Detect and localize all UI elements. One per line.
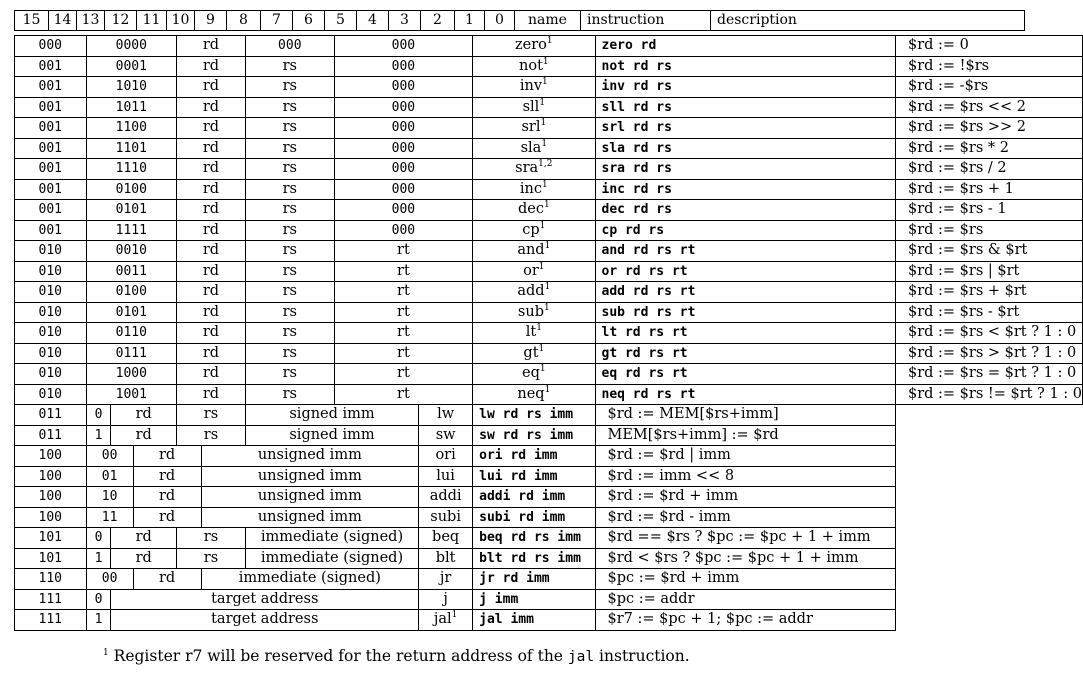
bit-label: 1 <box>455 11 485 31</box>
instruction-description: $rd := $rs = $rt ? 1 : 0 <box>895 364 1082 385</box>
instruction-syntax: dec rd rs <box>595 200 895 221</box>
rs-field: rs <box>245 241 334 262</box>
opcode-bits: 001 <box>15 138 87 159</box>
rt-field: rt <box>334 261 473 282</box>
rd-field: rd <box>177 323 246 344</box>
instruction-description: $rd == $rs ? $pc := $pc + 1 + imm <box>595 528 895 549</box>
mnemonic-name: subi <box>419 507 473 528</box>
instruction-syntax: sw rd rs imm <box>473 425 595 446</box>
bit-label: 10 <box>167 11 195 31</box>
rt-field: rt <box>334 282 473 303</box>
superscript-note: 1 <box>538 261 545 272</box>
opcode-bits: 010 <box>15 302 87 323</box>
instruction-syntax: neq rd rs rt <box>595 384 895 405</box>
opcode-bits: 010 <box>15 261 87 282</box>
rs-field: rs <box>245 200 334 221</box>
rd-field: rd <box>111 425 177 446</box>
instruction-description: $rd := $rs / 2 <box>895 159 1082 180</box>
instruction-syntax: cp rd rs <box>595 220 895 241</box>
rt-field: rt <box>334 323 473 344</box>
instruction-description: $rd := $rs + 1 <box>895 179 1082 200</box>
mnemonic-name: ori <box>419 446 473 467</box>
instruction-syntax: gt rd rs rt <box>595 343 895 364</box>
signed-immediate-field: immediate (signed) <box>245 548 418 569</box>
instruction-syntax: blt rd rs imm <box>473 548 595 569</box>
opcode-bits: 011 <box>15 425 87 446</box>
target-address-field: target address <box>111 589 419 610</box>
rs-field: rs <box>245 97 334 118</box>
mnemonic-name: srl$^1$ <box>473 118 595 139</box>
opcode-bits: 101 <box>15 528 87 549</box>
table-row <box>15 589 1083 610</box>
opcode-bits: 001 <box>15 179 87 200</box>
unsigned-imm-field: unsigned imm <box>201 507 418 528</box>
mode-bit: 0 <box>86 405 111 426</box>
footnote-marker: 1 <box>103 648 109 658</box>
mode-bit: 0 <box>86 528 111 549</box>
rd-field: rd <box>177 364 246 385</box>
instruction-description: $rd := $rs != $rt ? 1 : 0 <box>895 384 1082 405</box>
superscript-note: 1 <box>544 282 551 293</box>
instruction-syntax: add rd rs rt <box>595 282 895 303</box>
footnote-text: Register r7 will be reserved for the return address of the <box>113 647 568 665</box>
rd-field: rd <box>177 384 246 405</box>
instruction-description: $r7 := $pc + 1; $pc := addr <box>595 610 895 631</box>
instruction-column-header: instruction <box>581 11 711 31</box>
rd-field: rd <box>111 548 177 569</box>
table-row <box>15 56 1083 77</box>
opcode-bits: 001 <box>15 77 87 98</box>
table-row <box>15 118 1083 139</box>
bit-label: 8 <box>227 11 261 31</box>
instruction-syntax: sub rd rs rt <box>595 302 895 323</box>
instruction-description: $rd := $rs < $rt ? 1 : 0 <box>895 323 1082 344</box>
rt-field: rt <box>334 241 473 262</box>
table-row <box>15 36 1083 57</box>
opcode-bits: 001 <box>15 97 87 118</box>
function-bits: 1000 <box>86 364 176 385</box>
mnemonic-name: addi <box>419 487 473 508</box>
superscript-note: 1 <box>538 343 545 354</box>
superscript-note: 1 <box>544 241 551 252</box>
bit-label: 7 <box>261 11 293 31</box>
instruction-syntax: not rd rs <box>595 56 895 77</box>
function-bits: 1111 <box>86 220 176 241</box>
rd-field: rd <box>177 282 246 303</box>
superscript-note: 1 <box>536 323 542 334</box>
rd-field: rd <box>177 302 246 323</box>
function-bits: 0001 <box>86 56 176 77</box>
opcode-bits: 011 <box>15 405 87 426</box>
rd-field: rd <box>133 466 201 487</box>
mnemonic-name: add$^1$ <box>473 282 595 303</box>
instruction-syntax: jal imm <box>473 610 595 631</box>
instruction-table <box>14 35 1083 631</box>
function-bits: 0101 <box>86 302 176 323</box>
rd-field: rd <box>177 159 246 180</box>
mnemonic-name: lw <box>419 405 473 426</box>
mode-bits: 00 <box>86 446 133 467</box>
bit-label: 4 <box>357 11 389 31</box>
table-row <box>15 528 1083 549</box>
bit-label: 9 <box>195 11 227 31</box>
mode-bits: 10 <box>86 487 133 508</box>
table-row <box>15 548 1083 569</box>
rt-field: 000 <box>334 118 473 139</box>
table-row <box>15 364 1083 385</box>
function-bits: 1100 <box>86 118 176 139</box>
bit-label: 6 <box>293 11 325 31</box>
table-row <box>15 610 1083 631</box>
bit-label: 15 <box>15 11 49 31</box>
instruction-description: $rd := $rs - 1 <box>895 200 1082 221</box>
instruction-description: $rd := MEM[$rs+imm] <box>595 405 895 426</box>
rd-field: rd <box>177 241 246 262</box>
opcode-bits: 001 <box>15 118 87 139</box>
opcode-bits: 010 <box>15 384 87 405</box>
rd-field: rd <box>177 179 246 200</box>
function-bits: 0110 <box>86 323 176 344</box>
table-row <box>15 220 1083 241</box>
instruction-syntax: inc rd rs <box>595 179 895 200</box>
superscript-note: 1 <box>540 118 547 129</box>
rt-field: rt <box>334 302 473 323</box>
mnemonic-name: $eq^1$ <box>473 364 595 385</box>
instruction-description: $rd < $rs ? $pc := $pc + 1 + imm <box>595 548 895 569</box>
superscript-note: 1 <box>542 179 548 190</box>
rs-field: rs <box>245 343 334 364</box>
name-column-header: name <box>515 11 581 31</box>
instruction-syntax: addi rd imm <box>473 487 595 508</box>
mnemonic-name: $lt^1$ <box>473 323 595 344</box>
opcode-bits: 010 <box>15 364 87 385</box>
rt-field: rt <box>334 343 473 364</box>
mnemonic-name: $gt^1$ <box>473 343 595 364</box>
table-row <box>15 405 1083 426</box>
superscript-note: 1 <box>542 77 548 88</box>
mnemonic-name: zero$^1$ <box>473 36 595 57</box>
instruction-description: MEM[$rs+imm] := $rd <box>595 425 895 446</box>
function-bits: 0011 <box>86 261 176 282</box>
table-row <box>15 241 1083 262</box>
rs-field: rs <box>177 528 246 549</box>
table-row <box>15 343 1083 364</box>
instruction-syntax: srl rd rs <box>595 118 895 139</box>
table-row <box>15 179 1083 200</box>
rd-field: rd <box>177 56 246 77</box>
instruction-syntax: sla rd rs <box>595 138 895 159</box>
mnemonic-name: sll$^1$ <box>473 97 595 118</box>
rd-field: rd <box>133 487 201 508</box>
rs-field: rs <box>245 77 334 98</box>
opcode-bits: 000 <box>15 36 87 57</box>
bit-label: 5 <box>325 11 357 31</box>
rd-field: rd <box>177 77 246 98</box>
instruction-syntax: jr rd imm <box>473 569 595 590</box>
opcode-bits: 001 <box>15 56 87 77</box>
superscript-note: 1 <box>539 220 546 231</box>
superscript-note: 1 <box>539 364 546 375</box>
mnemonic-name: and$^1$ <box>473 241 595 262</box>
rs-field: rs <box>177 405 246 426</box>
rt-field: 000 <box>334 56 473 77</box>
instruction-description: $rd := $rs + $rt <box>895 282 1082 303</box>
mnemonic-name: beq <box>419 528 473 549</box>
mnemonic-name: jal$^1$ <box>419 610 473 631</box>
table-row <box>15 302 1083 323</box>
function-bits: 0100 <box>86 179 176 200</box>
table-row <box>15 282 1083 303</box>
rs-field: rs <box>245 384 334 405</box>
superscript-note: 1 <box>451 610 458 621</box>
rs-field: rs <box>245 220 334 241</box>
instruction-description: $rd := $rd | imm <box>595 446 895 467</box>
rs-field: rs <box>245 302 334 323</box>
rt-field: 000 <box>334 159 473 180</box>
target-address-field: target address <box>111 610 419 631</box>
footnote-code: jal <box>567 649 595 665</box>
instruction-description: $rd := $rs << 2 <box>895 97 1082 118</box>
opcode-bits: 100 <box>15 446 87 467</box>
opcode-bits: 100 <box>15 466 87 487</box>
mnemonic-name: not$^1$ <box>473 56 595 77</box>
opcode-bits: 110 <box>15 569 87 590</box>
superscript-note: 1,2 <box>538 159 553 170</box>
table-row <box>15 487 1083 508</box>
instruction-description: $rd := !$rs <box>895 56 1082 77</box>
opcode-bits: 010 <box>15 282 87 303</box>
function-bits: 1010 <box>86 77 176 98</box>
mode-bits: 00 <box>86 569 133 590</box>
opcode-bits: 111 <box>15 589 87 610</box>
rd-field: rd <box>177 138 246 159</box>
rt-field: 000 <box>334 36 473 57</box>
table-row <box>15 200 1083 221</box>
rs-field: rs <box>245 159 334 180</box>
superscript-note: 1 <box>543 200 550 211</box>
rs-field: rs <box>245 261 334 282</box>
superscript-note: 1 <box>546 36 553 47</box>
table-row <box>15 446 1083 467</box>
instruction-description: $pc := addr <box>595 589 895 610</box>
instruction-description: $rd := $rd - imm <box>595 507 895 528</box>
instruction-description: $rd := $rs - $rt <box>895 302 1082 323</box>
rd-field: rd <box>177 200 246 221</box>
instruction-description: $pc := $rd + imm <box>595 569 895 590</box>
rd-field: rd <box>177 261 246 282</box>
mnemonic-name: sra$^{1,2}$ <box>473 159 595 180</box>
rt-field: 000 <box>334 77 473 98</box>
rs-field: 000 <box>245 36 334 57</box>
instruction-description: $rd := -$rs <box>895 77 1082 98</box>
instruction-syntax: eq rd rs rt <box>595 364 895 385</box>
superscript-note: 1 <box>544 384 551 395</box>
opcode-bits: 010 <box>15 241 87 262</box>
table-row <box>15 569 1083 590</box>
rd-field: rd <box>111 528 177 549</box>
rs-field: rs <box>245 56 334 77</box>
function-bits: 1011 <box>86 97 176 118</box>
table-row <box>15 507 1083 528</box>
opcode-bits: 100 <box>15 487 87 508</box>
table-row <box>15 466 1083 487</box>
mnemonic-name: dec$^1$ <box>473 200 595 221</box>
description-column-header: description <box>711 11 1025 31</box>
rs-field: rs <box>245 138 334 159</box>
instruction-description: $rd := $rs >> 2 <box>895 118 1082 139</box>
table-row <box>15 261 1083 282</box>
function-bits: 0100 <box>86 282 176 303</box>
instruction-description: $rd := 0 <box>895 36 1082 57</box>
unsigned-imm-field: unsigned imm <box>201 466 418 487</box>
superscript-note: 1 <box>543 302 550 313</box>
footnote <box>103 646 690 667</box>
rt-field: 000 <box>334 138 473 159</box>
mnemonic-name: blt <box>419 548 473 569</box>
instruction-description: $rd := $rs & $rt <box>895 241 1082 262</box>
instruction-syntax: sll rd rs <box>595 97 895 118</box>
mode-bits: 11 <box>86 507 133 528</box>
table-row <box>15 159 1083 180</box>
rs-field: rs <box>245 323 334 344</box>
signed-immediate-field: immediate (signed) <box>245 528 418 549</box>
function-bits: 0010 <box>86 241 176 262</box>
signed-immediate-field: immediate (signed) <box>201 569 418 590</box>
instruction-syntax: zero rd <box>595 36 895 57</box>
function-bits: 0111 <box>86 343 176 364</box>
mnemonic-name: j <box>419 589 473 610</box>
rt-field: 000 <box>334 220 473 241</box>
mnemonic-name: neq$^1$ <box>473 384 595 405</box>
bit-header-row <box>15 11 1025 31</box>
superscript-note: 1 <box>539 97 546 108</box>
mnemonic-name: lui <box>419 466 473 487</box>
bit-label: 11 <box>137 11 167 31</box>
rt-field: rt <box>334 384 473 405</box>
table-row <box>15 77 1083 98</box>
rs-field: rs <box>245 282 334 303</box>
opcode-bits: 001 <box>15 200 87 221</box>
bit-label: 13 <box>77 11 105 31</box>
rd-field: rd <box>177 220 246 241</box>
signed-imm-field: signed imm <box>245 425 418 446</box>
instruction-syntax: ori rd imm <box>473 446 595 467</box>
instruction-description: $rd := $rs > $rt ? 1 : 0 <box>895 343 1082 364</box>
mnemonic-name: sw <box>419 425 473 446</box>
instruction-syntax: lw rd rs imm <box>473 405 595 426</box>
rd-field: rd <box>111 405 177 426</box>
rt-field: 000 <box>334 97 473 118</box>
rs-field: rs <box>177 548 246 569</box>
mnemonic-name: inc$^1$ <box>473 179 595 200</box>
rd-field: rd <box>177 343 246 364</box>
instruction-syntax: inv rd rs <box>595 77 895 98</box>
instruction-description: $rd := $rs <box>895 220 1082 241</box>
rd-field: rd <box>133 569 201 590</box>
instruction-syntax: subi rd imm <box>473 507 595 528</box>
instruction-syntax: beq rd rs imm <box>473 528 595 549</box>
unsigned-imm-field: unsigned imm <box>201 487 418 508</box>
table-row <box>15 97 1083 118</box>
instruction-syntax: lt rd rs rt <box>595 323 895 344</box>
signed-imm-field: signed imm <box>245 405 418 426</box>
bit-label: 2 <box>421 11 455 31</box>
instruction-syntax: sra rd rs <box>595 159 895 180</box>
unsigned-imm-field: unsigned imm <box>201 446 418 467</box>
mnemonic-name: $cp^1$ <box>473 220 595 241</box>
table-row <box>15 384 1083 405</box>
table-row <box>15 425 1083 446</box>
mnemonic-name: sla$^1$ <box>473 138 595 159</box>
rd-field: rd <box>177 118 246 139</box>
instruction-syntax: j imm <box>473 589 595 610</box>
function-bits: 0000 <box>86 36 176 57</box>
mode-bit: 0 <box>86 589 111 610</box>
rt-field: rt <box>334 364 473 385</box>
superscript-note: 1 <box>542 56 549 67</box>
function-bits: 1001 <box>86 384 176 405</box>
function-bits: 0101 <box>86 200 176 221</box>
table-row <box>15 138 1083 159</box>
rd-field: rd <box>133 507 201 528</box>
opcode-bits: 001 <box>15 220 87 241</box>
rt-field: 000 <box>334 200 473 221</box>
rd-field: rd <box>133 446 201 467</box>
mode-bit: 1 <box>86 425 111 446</box>
mnemonic-name: jr <box>419 569 473 590</box>
mode-bit: 1 <box>86 548 111 569</box>
instruction-syntax: lui rd imm <box>473 466 595 487</box>
superscript-note: 1 <box>541 138 548 149</box>
bit-label: 14 <box>49 11 77 31</box>
function-bits: 1101 <box>86 138 176 159</box>
function-bits: 1110 <box>86 159 176 180</box>
instruction-description: $rd := $rd + imm <box>595 487 895 508</box>
rs-field: rs <box>177 425 246 446</box>
rs-field: rs <box>245 364 334 385</box>
instruction-description: $rd := imm << 8 <box>595 466 895 487</box>
instruction-description: $rd := $rs | $rt <box>895 261 1082 282</box>
bit-header-table <box>14 10 1025 31</box>
opcode-bits: 001 <box>15 159 87 180</box>
rt-field: 000 <box>334 179 473 200</box>
opcode-bits: 100 <box>15 507 87 528</box>
table-row <box>15 323 1083 344</box>
mode-bits: 01 <box>86 466 133 487</box>
instruction-description: $rd := $rs * 2 <box>895 138 1082 159</box>
footnote-text-end: instruction. <box>594 647 690 665</box>
opcode-bits: 101 <box>15 548 87 569</box>
mnemonic-name: sub$^1$ <box>473 302 595 323</box>
instruction-syntax: or rd rs rt <box>595 261 895 282</box>
mnemonic-name: $or^1$ <box>473 261 595 282</box>
opcode-bits: 111 <box>15 610 87 631</box>
instruction-syntax: and rd rs rt <box>595 241 895 262</box>
opcode-bits: 010 <box>15 323 87 344</box>
rd-field: rd <box>177 36 246 57</box>
mode-bit: 1 <box>86 610 111 631</box>
rs-field: rs <box>245 179 334 200</box>
bit-label: 3 <box>389 11 421 31</box>
rs-field: rs <box>245 118 334 139</box>
bit-label: 12 <box>105 11 137 31</box>
rd-field: rd <box>177 97 246 118</box>
opcode-bits: 010 <box>15 343 87 364</box>
mnemonic-name: inv$^1$ <box>473 77 595 98</box>
bit-label: 0 <box>485 11 515 31</box>
